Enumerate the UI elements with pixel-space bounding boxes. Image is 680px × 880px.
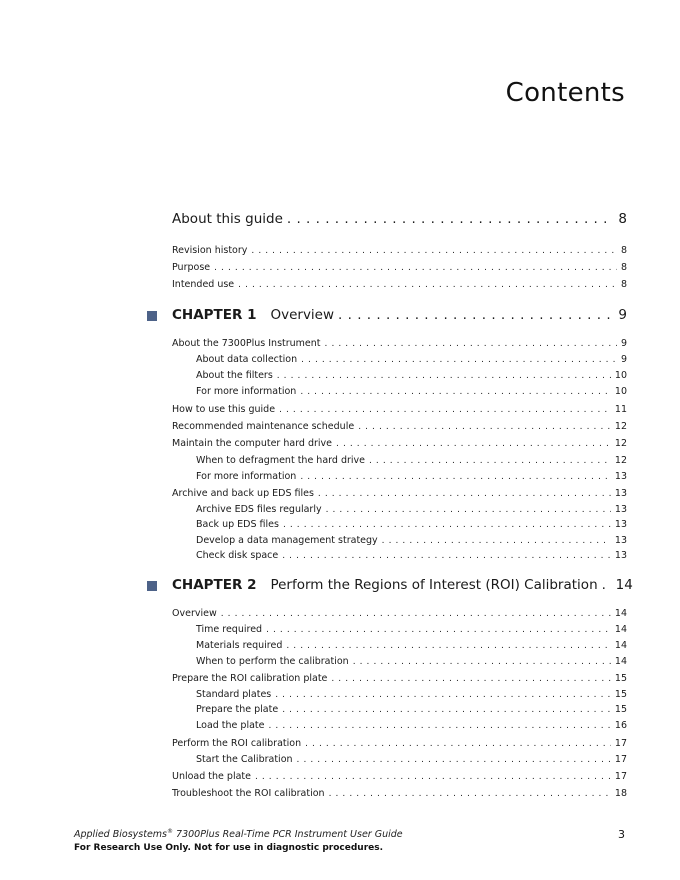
toc-entry-label: Check disk space	[196, 550, 279, 561]
toc-page-number: 17	[614, 771, 627, 782]
toc-entry-label: Materials required	[196, 640, 283, 651]
toc-page-number: 8	[620, 245, 627, 256]
dot-leader	[251, 245, 617, 256]
toc-page-number: 14	[614, 656, 627, 667]
footer-research-note: For Research Use Only. Not for use in diagnostic procedures.	[74, 843, 384, 853]
toc-entry-label: About data collection	[196, 354, 298, 365]
toc-entry-label: Load the plate	[196, 720, 265, 731]
chapter-bullet-icon	[147, 311, 157, 321]
toc-page-number: 8	[620, 279, 627, 290]
dot-leader	[301, 354, 617, 365]
toc-page-number: 15	[614, 704, 627, 715]
toc-subentry[interactable]	[196, 354, 627, 365]
chapter-bullet-icon	[147, 581, 157, 591]
toc-page-number: 10	[614, 386, 627, 397]
toc-entry-label: About the 7300Plus Instrument	[172, 338, 321, 349]
toc-page-number: 12	[614, 421, 627, 432]
toc-page-number: 13	[614, 471, 627, 482]
toc-entry-label: Prepare the plate	[196, 704, 279, 715]
page-title: Contents	[505, 78, 625, 108]
toc-entry[interactable]	[172, 738, 627, 749]
dot-leader	[282, 704, 611, 715]
dot-leader	[286, 640, 611, 651]
toc-subentry[interactable]	[196, 519, 627, 530]
dot-leader	[382, 535, 611, 546]
toc-page-number: 13	[614, 550, 627, 561]
toc-page-number: 18	[614, 788, 627, 799]
toc-entry-label: Troubleshoot the ROI calibration	[172, 788, 325, 799]
toc-entry-label: Maintain the computer hard drive	[172, 438, 333, 449]
chapter-label: CHAPTER 2	[172, 577, 257, 593]
dot-leader	[305, 738, 611, 749]
toc-page-number: 10	[614, 370, 627, 381]
toc-entry[interactable]	[172, 788, 627, 799]
footer-guide-title	[74, 828, 403, 840]
toc-page-number: 16	[614, 720, 627, 731]
toc-entry[interactable]	[172, 438, 627, 449]
toc-entry-label: Archive and back up EDS files	[172, 488, 314, 499]
toc-entry[interactable]	[172, 404, 627, 415]
toc-subentry[interactable]	[196, 471, 627, 482]
toc-subentry[interactable]	[196, 754, 627, 765]
toc-entry-label: Revision history	[172, 245, 248, 256]
toc-entry-label: How to use this guide	[172, 404, 276, 415]
dot-leader	[287, 211, 615, 227]
dot-leader	[329, 788, 611, 799]
toc-subentry[interactable]	[196, 656, 627, 667]
chapter-title: Perform the Regions of Interest (ROI) Calibration	[270, 577, 598, 593]
dot-leader	[279, 404, 611, 415]
toc-entry-label: Overview	[172, 608, 217, 619]
toc-entry-label: When to defragment the hard drive	[196, 455, 365, 466]
toc-subentry[interactable]	[196, 550, 627, 561]
dot-leader	[297, 754, 611, 765]
toc-page-number: 14	[615, 577, 633, 593]
toc-page-number: 17	[614, 754, 627, 765]
toc-page-number: 13	[614, 488, 627, 499]
toc-entry-label: Intended use	[172, 279, 235, 290]
toc-page-number: 15	[614, 673, 627, 684]
toc-entry[interactable]	[172, 771, 627, 782]
dot-leader	[353, 656, 611, 667]
dot-leader	[255, 771, 611, 782]
toc-entry[interactable]	[172, 488, 627, 499]
dot-leader	[268, 720, 610, 731]
dot-leader	[277, 370, 611, 381]
toc-entry-label: Standard plates	[196, 689, 272, 700]
dot-leader	[282, 550, 611, 561]
dot-leader	[266, 624, 611, 635]
toc-subentry[interactable]	[196, 370, 627, 381]
toc-subentry[interactable]	[196, 535, 627, 546]
toc-page-number: 12	[614, 455, 627, 466]
toc-subentry[interactable]	[196, 704, 627, 715]
dot-leader	[300, 471, 611, 482]
toc-page-number: 15	[614, 689, 627, 700]
toc-entry[interactable]	[172, 673, 627, 684]
toc-entry[interactable]	[172, 245, 627, 256]
page-number: 3	[618, 828, 625, 841]
toc-page-number: 14	[614, 608, 627, 619]
toc-page-number: 17	[614, 738, 627, 749]
toc-entry-label: Recommended maintenance schedule	[172, 421, 355, 432]
toc-page-number: 13	[614, 504, 627, 515]
toc-entry-label: When to perform the calibration	[196, 656, 349, 667]
toc-page-number: 8	[618, 211, 627, 227]
toc-page-number: 12	[614, 438, 627, 449]
toc-entry-label: Perform the ROI calibration	[172, 738, 302, 749]
toc-subentry[interactable]	[196, 455, 627, 466]
toc-entry-label: For more information	[196, 471, 297, 482]
toc-page-number: 14	[614, 624, 627, 635]
toc-page-number: 9	[620, 338, 627, 349]
toc-chapter-2[interactable]	[172, 577, 633, 593]
dot-leader	[326, 504, 611, 515]
toc-entry-label: Prepare the ROI calibration plate	[172, 673, 328, 684]
dot-leader	[325, 338, 617, 349]
dot-leader	[300, 386, 611, 397]
toc-entry[interactable]	[172, 279, 627, 290]
toc-page-number: 14	[614, 640, 627, 651]
toc-subentry[interactable]	[196, 640, 627, 651]
dot-leader	[283, 519, 611, 530]
toc-entry-label: About this guide	[172, 211, 283, 227]
toc-page-number: 8	[620, 262, 627, 273]
toc-entry[interactable]	[172, 262, 627, 273]
toc-entry-about-this-guide[interactable]	[172, 211, 627, 227]
dot-leader	[602, 577, 612, 593]
toc-entry-label: Start the Calibration	[196, 754, 293, 765]
toc-subentry[interactable]	[196, 720, 627, 731]
toc-subentry[interactable]	[196, 624, 627, 635]
dot-leader	[369, 455, 611, 466]
dot-leader	[338, 307, 614, 323]
dot-leader	[221, 608, 611, 619]
toc-entry-label: Archive EDS files regularly	[196, 504, 322, 515]
toc-subentry[interactable]	[196, 386, 627, 397]
toc-entry[interactable]	[172, 421, 627, 432]
toc-page-number: 9	[618, 307, 627, 323]
dot-leader	[238, 279, 617, 290]
toc-entry-label: Back up EDS files	[196, 519, 279, 530]
dot-leader	[336, 438, 611, 449]
dot-leader	[275, 689, 611, 700]
registered-mark: ®	[167, 828, 173, 835]
toc-entry-label: For more information	[196, 386, 297, 397]
toc-entry-label: Develop a data management strategy	[196, 535, 378, 546]
toc-entry-label: About the filters	[196, 370, 273, 381]
toc-entry[interactable]	[172, 338, 627, 349]
footer-guide-name: 7300Plus Real-Time PCR Instrument User Guide	[176, 829, 403, 841]
toc-subentry[interactable]	[196, 504, 627, 515]
chapter-label: CHAPTER 1	[172, 307, 257, 323]
dot-leader	[214, 262, 617, 273]
dot-leader	[358, 421, 611, 432]
toc-entry[interactable]	[172, 608, 627, 619]
toc-page-number: 13	[614, 535, 627, 546]
footer-brand: Applied Biosystems	[74, 829, 167, 841]
dot-leader	[318, 488, 611, 499]
toc-page-number: 11	[614, 404, 627, 415]
toc-page-number: 13	[614, 519, 627, 530]
toc-entry-label: Unload the plate	[172, 771, 251, 782]
toc-entry-label: Time required	[196, 624, 263, 635]
toc-subentry[interactable]	[196, 689, 627, 700]
toc-chapter-1[interactable]	[172, 307, 627, 323]
dot-leader	[331, 673, 611, 684]
chapter-title: Overview	[270, 307, 335, 323]
toc-page-number: 9	[620, 354, 627, 365]
toc-entry-label: Purpose	[172, 262, 211, 273]
